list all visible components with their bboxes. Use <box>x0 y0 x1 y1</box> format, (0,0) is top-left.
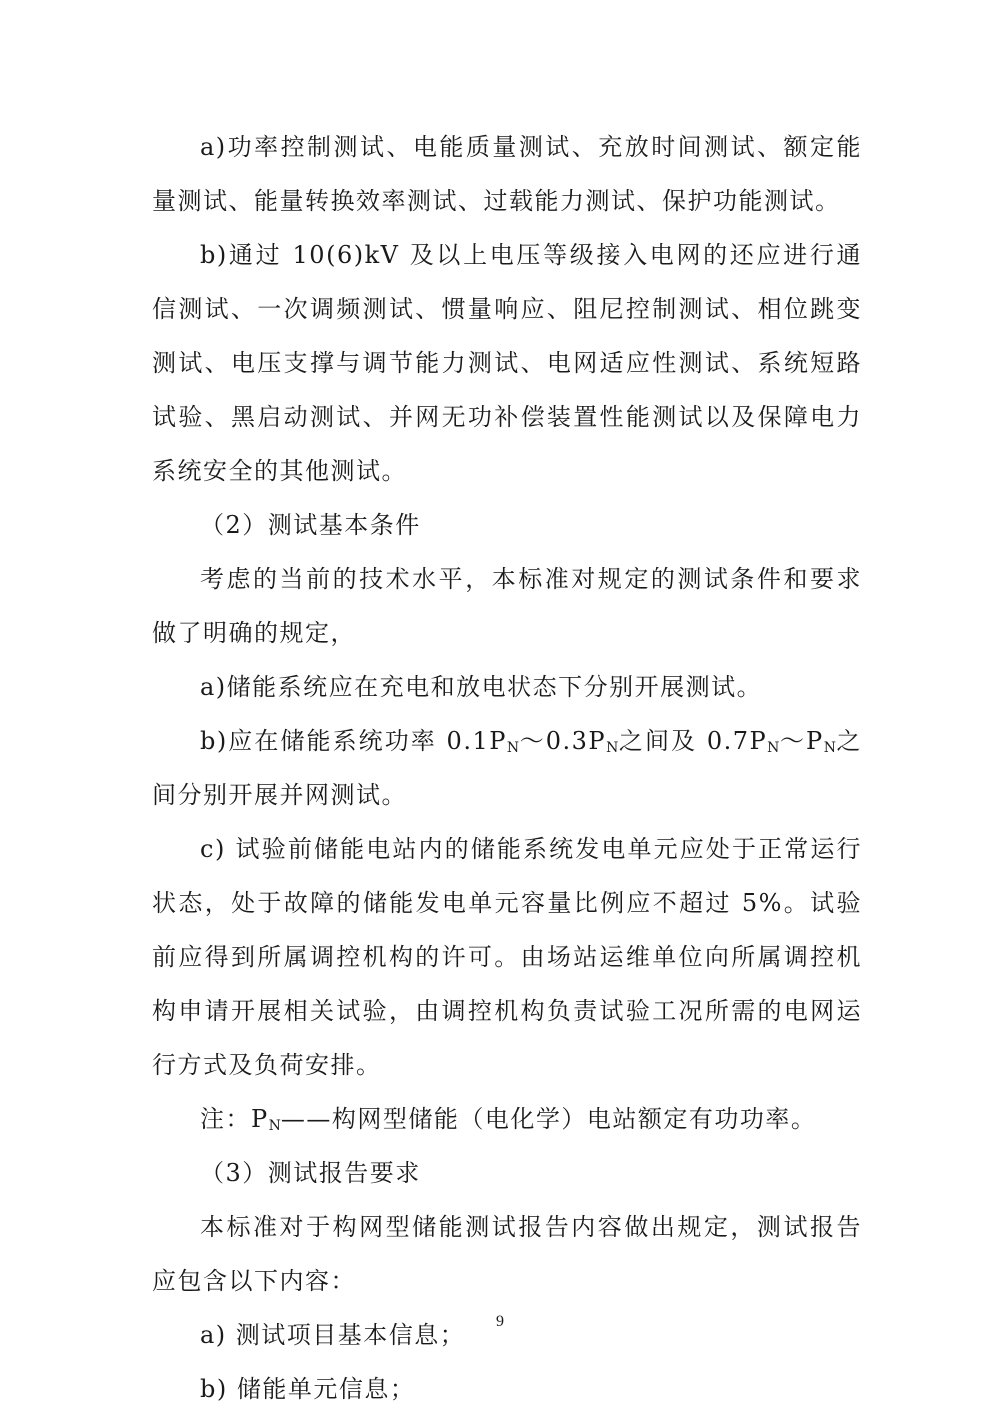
subscript-n: N <box>268 1118 281 1134</box>
test-items-b: b)通过 10(6)kV 及以上电压等级接入电网的还应进行通信测试、一次调频测试、惯量响应、阻尼控制测试、相位跳变测试、电压支撑与调节能力测试、电网适应性测试、系统短路试验、黑启动测试、并网无功补偿装置性能测试以及保障电力系统安全的其他测试。 <box>152 241 862 485</box>
condition-c: c) 试验前储能电站内的储能系统发电单元应处于正常运行状态，处于故障的储能发电单元容量比例应不超过 5%。试验前应得到所属调控机构的许可。由场站运维单位向所属调控机构申请开展相关试验，由调控机构负责试验工况所需的电网运行方式及负荷安排。 <box>152 835 862 1079</box>
subscript-n: N <box>606 740 619 756</box>
subscript-n: N <box>767 740 780 756</box>
condition-a: a)储能系统应在充电和放电状态下分别开展测试。 <box>200 673 763 701</box>
section-heading-report-requirements: （3）测试报告要求 <box>200 1159 421 1187</box>
document-body <box>152 120 862 1416</box>
condition-b-part2: ～0.3P <box>519 727 607 755</box>
note <box>152 1092 862 1146</box>
report-intro: 本标准对于构网型储能测试报告内容做出规定，测试报告应包含以下内容： <box>152 1213 862 1295</box>
note-part2: ——构网型储能（电化学）电站额定有功功率。 <box>280 1105 817 1133</box>
section-heading-test-conditions: （2）测试基本条件 <box>200 511 421 539</box>
condition-b-part4: ～P <box>779 727 824 755</box>
note-part1: 注：P <box>200 1105 269 1133</box>
subscript-n: N <box>506 740 520 756</box>
test-items-a: a)功率控制测试、电能质量测试、充放时间测试、额定能量测试、能量转换效率测试、过载能力测试、保护功能测试。 <box>152 133 862 215</box>
condition-b-part1: b)应在储能系统功率 0.1P <box>200 727 507 755</box>
page-number: 9 <box>496 1313 504 1330</box>
condition-b <box>152 714 862 822</box>
conditions-intro: 考虑的当前的技术水平，本标准对规定的测试条件和要求做了明确的规定， <box>152 565 862 647</box>
report-item-a: a) 测试项目基本信息； <box>200 1321 466 1349</box>
condition-b-part5: 之间分别开展并网测试。 <box>152 727 863 809</box>
subscript-n: N <box>823 740 836 756</box>
report-item-b: b) 储能单元信息； <box>200 1375 416 1403</box>
condition-b-part3: 之间及 0.7P <box>618 727 768 755</box>
